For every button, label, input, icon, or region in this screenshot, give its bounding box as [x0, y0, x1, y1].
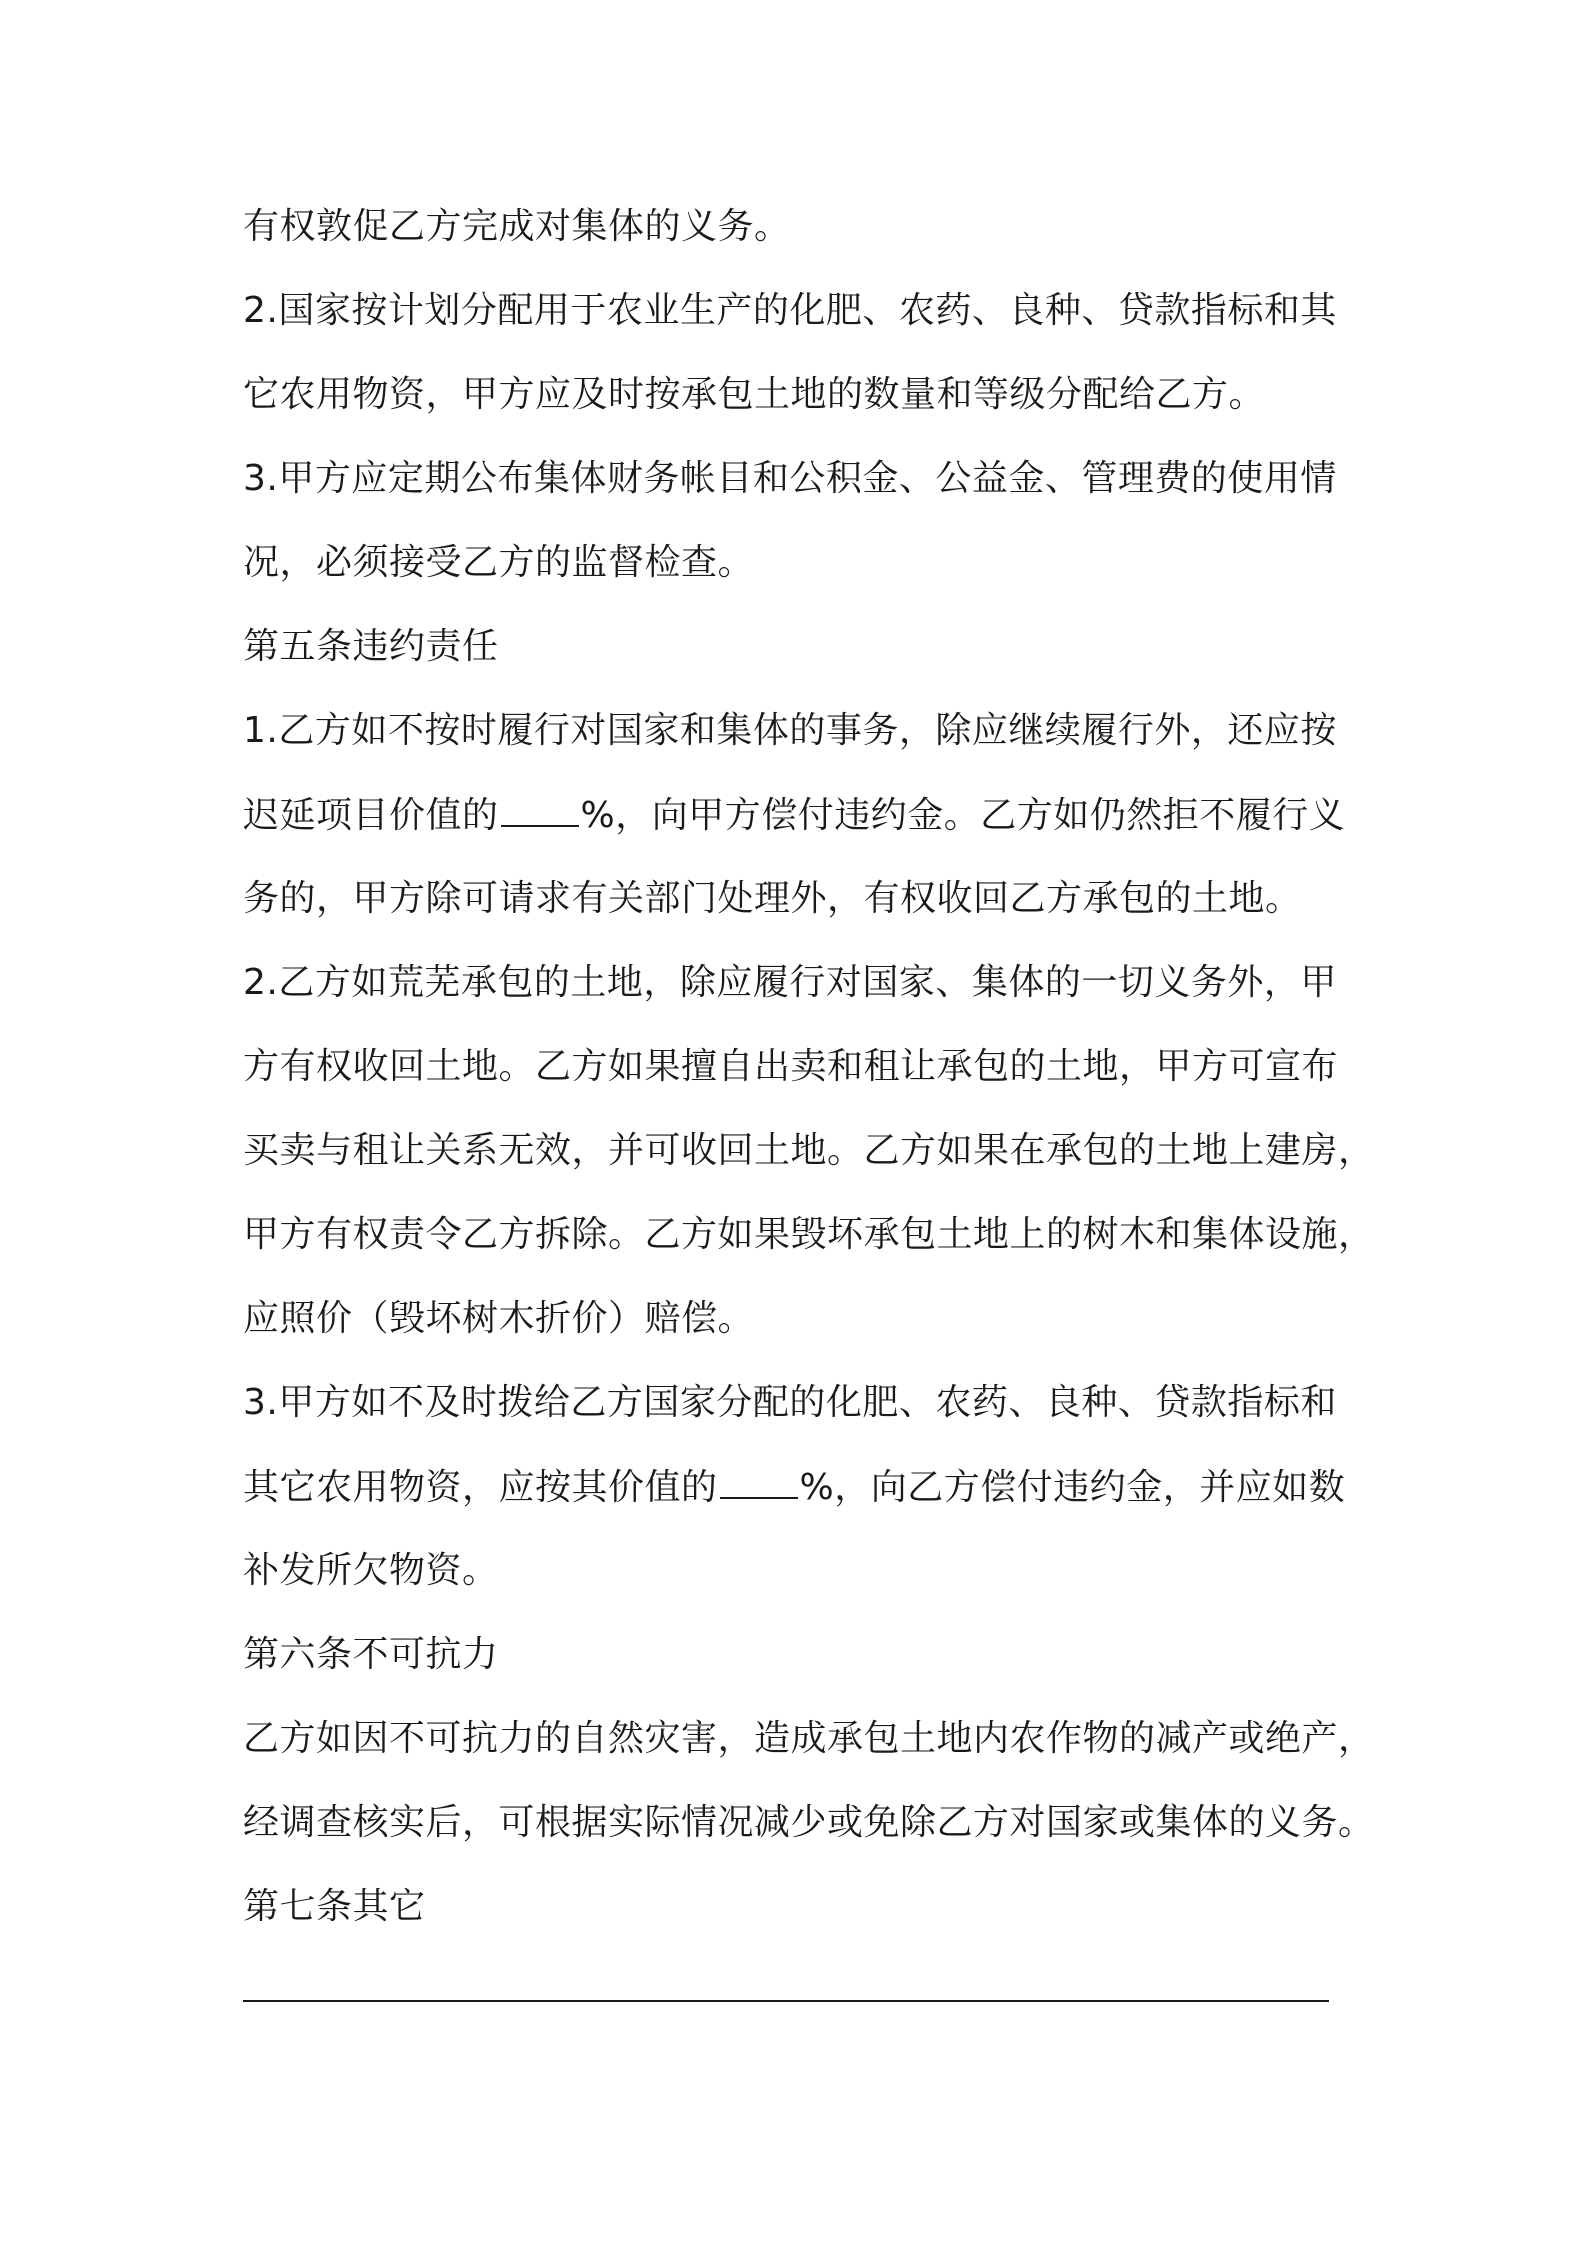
section-heading: 第六条不可抗力: [243, 1634, 499, 1675]
text-segment: %，向甲方偿付违约金。乙方如仍然拒不履行义: [580, 795, 1346, 836]
text-line: 补发所欠物资。: [243, 1550, 499, 1591]
text-line: 它农用物资，甲方应及时按承包土地的数量和等级分配给乙方。: [243, 374, 1266, 415]
text-segment: 迟延项目价值的: [243, 795, 499, 836]
text-segment: %，向乙方偿付违约金，并应如数: [799, 1467, 1346, 1508]
text-line: 乙方如因不可抗力的自然灾害，造成承包土地内农作物的减产或绝产，: [243, 1718, 1375, 1759]
section-heading: 第五条违约责任: [243, 626, 499, 667]
fill-in-blank[interactable]: [501, 791, 579, 827]
text-line-with-blank: [243, 1463, 1345, 1512]
text-line: 有权敦促乙方完成对集体的义务。: [243, 206, 791, 247]
fill-in-line[interactable]: [243, 2000, 1329, 2002]
text-line: 3.甲方如不及时拨给乙方国家分配的化肥、农药、良种、贷款指标和: [243, 1382, 1337, 1423]
text-line: 经调查核实后，可根据实际情况减少或免除乙方对国家或集体的义务。: [243, 1802, 1375, 1843]
text-line: 3.甲方应定期公布集体财务帐目和公积金、公益金、管理费的使用情: [243, 458, 1337, 499]
text-line: 2.乙方如荒芜承包的土地，除应履行对国家、集体的一切义务外，甲: [243, 962, 1337, 1003]
text-line: 甲方有权责令乙方拆除。乙方如果毁坏承包土地上的树木和集体设施，: [243, 1214, 1375, 1255]
text-line-with-blank: [243, 791, 1345, 840]
text-line: 况，必须接受乙方的监督检查。: [243, 542, 755, 583]
text-line: 买卖与租让关系无效，并可收回土地。乙方如果在承包的土地上建房，: [243, 1130, 1375, 1171]
text-line: 方有权收回土地。乙方如果擅自出卖和租让承包的土地，甲方可宣布: [243, 1046, 1339, 1087]
text-line: 应照价（毁坏树木折价）赔偿。: [243, 1298, 755, 1339]
text-line: 2.国家按计划分配用于农业生产的化肥、农药、良种、贷款指标和其: [243, 290, 1337, 331]
text-line: 务的，甲方除可请求有关部门处理外，有权收回乙方承包的土地。: [243, 878, 1302, 919]
text-line: 1.乙方如不按时履行对国家和集体的事务，除应继续履行外，还应按: [243, 710, 1337, 751]
section-heading: 第七条其它: [243, 1886, 426, 1927]
text-segment: 其它农用物资，应按其价值的: [243, 1467, 718, 1508]
fill-in-blank[interactable]: [720, 1463, 798, 1499]
